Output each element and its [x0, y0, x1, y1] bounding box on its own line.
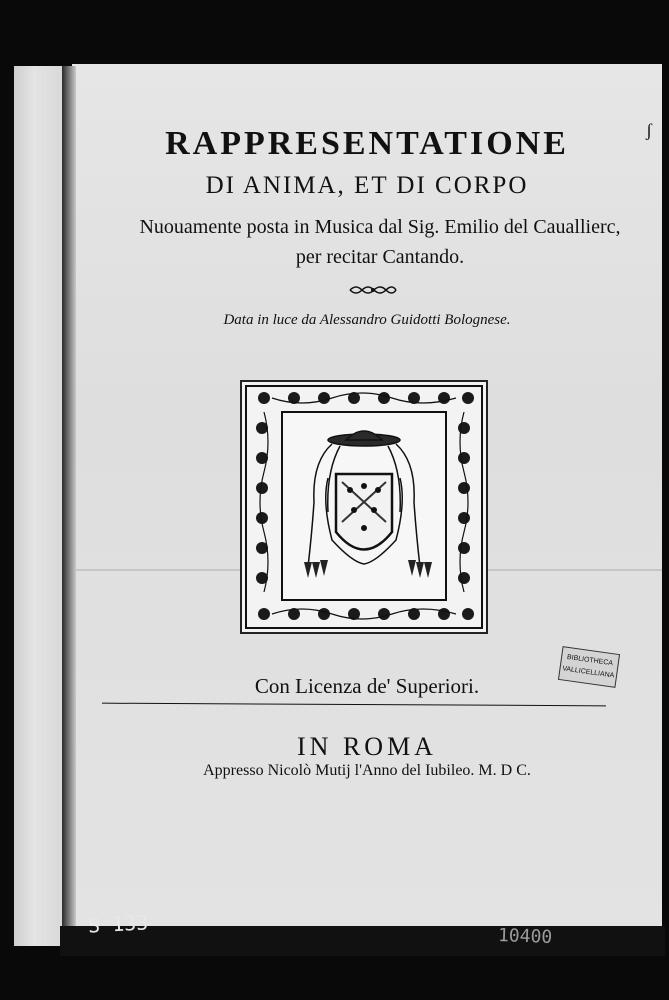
publication-city: IN ROMA [297, 732, 437, 761]
title-page [72, 64, 662, 926]
subtitle-line-1: Nuouamente posta in Musica dal Sig. Emilio del Cauallierc, [139, 216, 621, 238]
imprint-line: Appresso Nicolò Mutij l'Anno del Iubileo. M. D C. [203, 762, 531, 779]
dedication-line: Data in luce da Alessandro Guidotti Bolognese. [223, 312, 511, 328]
bottom-edge-strip [60, 926, 665, 956]
title-line-1: RAPPRESENTATIONE [165, 125, 569, 162]
coat-of-arms-woodcut [240, 380, 488, 634]
catalog-number: S 133 [87, 910, 149, 938]
subtitle [130, 212, 630, 272]
license-line: Con Licenza de' Superiori. [254, 674, 480, 698]
left-page-edge [14, 66, 64, 946]
accession-number: 10400 [497, 925, 553, 948]
margin-mark: ʃ [646, 120, 652, 140]
binding-gutter [62, 66, 76, 926]
subtitle-line-2: per recitar Cantando. [295, 246, 465, 268]
horizontal-rule [102, 703, 606, 707]
stamp-line-2: VALLICELLIANA [561, 665, 615, 680]
stamp-line-1: BIBLIOTHECA [566, 653, 614, 668]
heraldic-shield [336, 474, 392, 550]
printer-ornament [348, 284, 398, 296]
title-line-2: DI ANIMA, ET DI CORPO [205, 172, 529, 199]
